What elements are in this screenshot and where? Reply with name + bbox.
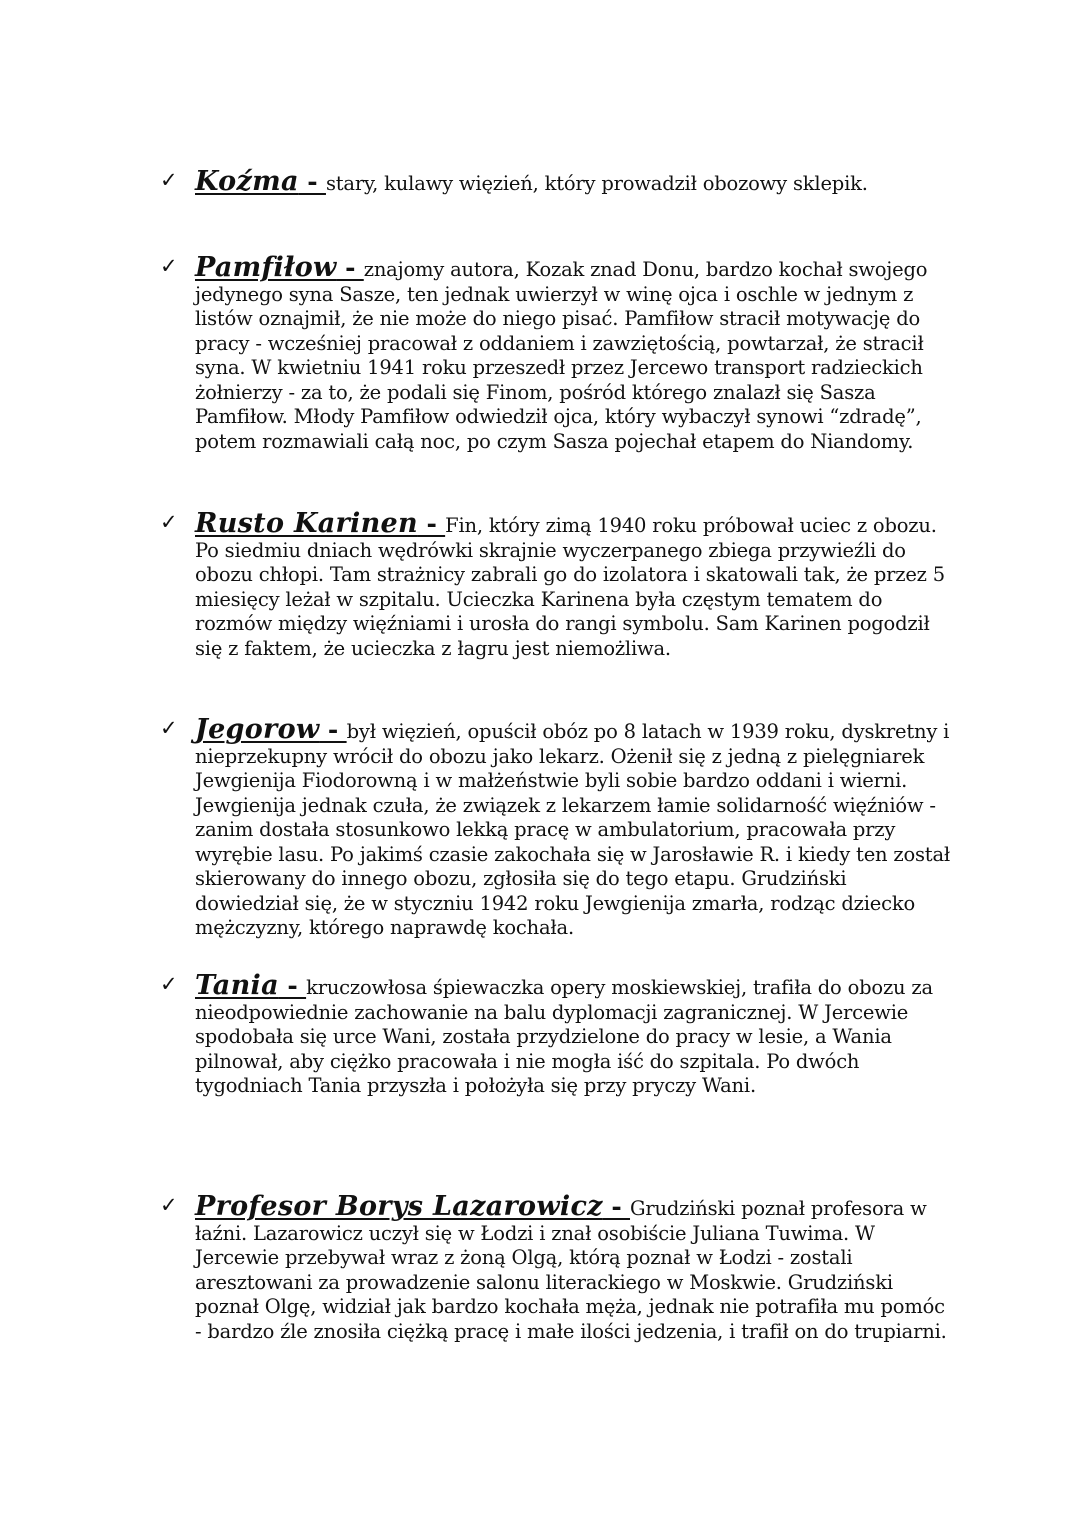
checkmark-icon: ✓ [160, 1193, 178, 1217]
character-entry-tania [160, 970, 955, 1099]
character-entry-lazarowicz [160, 1191, 955, 1344]
name-separator: - [602, 1192, 631, 1221]
character-name: Tania [195, 970, 279, 1001]
character-description: Fin, który zimą 1940 roku próbował uciec z obozu. Po siedmiu dniach wędrówki skrajnie wyczerpanego zbiega przywieźli do obozu chłopi. Tam strażnicy zabrali go do izolatora i skatowali tak, że przez 5 miesięcy leżał w szpitalu. Ucieczka Karinena była częstym tematem do rozmów między więźniami i urosła do rangi symbolu. Sam Karinen pogodził się z faktem, że ucieczka z łagru jest niemożliwa. [195, 514, 945, 660]
character-entry-pamfilow [160, 252, 955, 454]
character-entry-karinen [160, 508, 955, 661]
character-description: Grudziński poznał profesora w łaźni. Lazarowicz uczył się w Łodzi i znał osobiście Juliana Tuwima. W Jercewie przebywał wraz z żoną Olgą, którą poznał w Łodzi - zostali aresztowani za prowadzenie salonu literackiego w Moskwie. Grudziński poznał Olgę, widział jak bardzo kochała męża, jednak nie potrafiła mu pomóc - bardzo źle znosiła ciężką pracę i małe ilości jedzenia, i trafił on do trupiarni. [195, 1197, 947, 1343]
character-name: Jegorow [195, 714, 320, 745]
checkmark-icon: ✓ [160, 168, 178, 192]
character-name: Rusto Karinen [195, 508, 418, 539]
character-description: kruczowłosa śpiewaczka opery moskiewskiej, trafiła do obozu za nieodpowiednie zachowanie na balu dyplomacji zagranicznej. W Jercewie spodobała się urce Wani, została przydzielone do pracy w lesie, a Wania pilnował, aby ciężko pracowała i nie mogła iść do szpitala. Po dwóch tygodniach Tania przyszła i położyła się przy pryczy Wani. [195, 976, 933, 1097]
character-name: Pamfiłow [195, 252, 337, 283]
character-name: Koźma [195, 166, 299, 197]
character-description: znajomy autora, Kozak znad Donu, bardzo kochał swojego jedynego syna Sasze, ten jednak uwierzył w winę ojca i oschle w jednym z listów oznajmił, że nie może do niego pisać. Pamfiłow stracił motywację do pracy - wcześniej pracował z oddaniem i zawziętością, powtarzał, że stracił syna. W kwietniu 1941 roku przeszedł przez Jercewo transport radzieckich żołnierzy - za to, że podali się Finom, pośród którego znalazł się Sasza Pamfiłow. Młody Pamfiłow odwiedził ojca, który wybaczył synowi “zdradę”, potem rozmawiali całą noc, po czym Sasza pojechał etapem do Niandomy. [195, 258, 928, 453]
checkmark-icon: ✓ [160, 254, 178, 278]
character-description: stary, kulawy więzień, który prowadził obozowy sklepik. [325, 172, 868, 195]
character-name: Profesor Borys Lazarowicz [195, 1191, 603, 1222]
name-separator: - [298, 167, 326, 196]
checkmark-icon: ✓ [160, 972, 178, 996]
name-separator: - [319, 715, 347, 744]
name-separator: - [417, 509, 446, 538]
name-separator: - [278, 971, 307, 1000]
character-entry-kozma [160, 166, 955, 197]
checkmark-icon: ✓ [160, 716, 178, 740]
character-description: był więzień, opuścił obóz po 8 latach w 1939 roku, dyskretny i nieprzekupny wrócił do obozu jako lekarz. Ożenił się z jedną z pielęgniarek Jewgienija Fiodorowną i w małżeństwie byli sobie bardzo oddani i wierni. Jewgienija jednak czuła, że związek z lekarzem łamie solidarność więźniów - zanim dostała stosunkowo lekką pracę w ambulatorium, pracowała przy wyrębie lasu. Po jakimś czasie zakochała się w Jarosławie R. i kiedy ten został skierowany do innego obozu, zgłosiła się do tego etapu. Grudziński dowiedział się, że w styczniu 1942 roku Jewgienija zmarła, rodząc dziecko mężczyzny, którego naprawdę kochała. [195, 720, 950, 939]
character-entry-jegorow [160, 714, 955, 941]
name-separator: - [336, 253, 364, 282]
checkmark-icon: ✓ [160, 510, 178, 534]
